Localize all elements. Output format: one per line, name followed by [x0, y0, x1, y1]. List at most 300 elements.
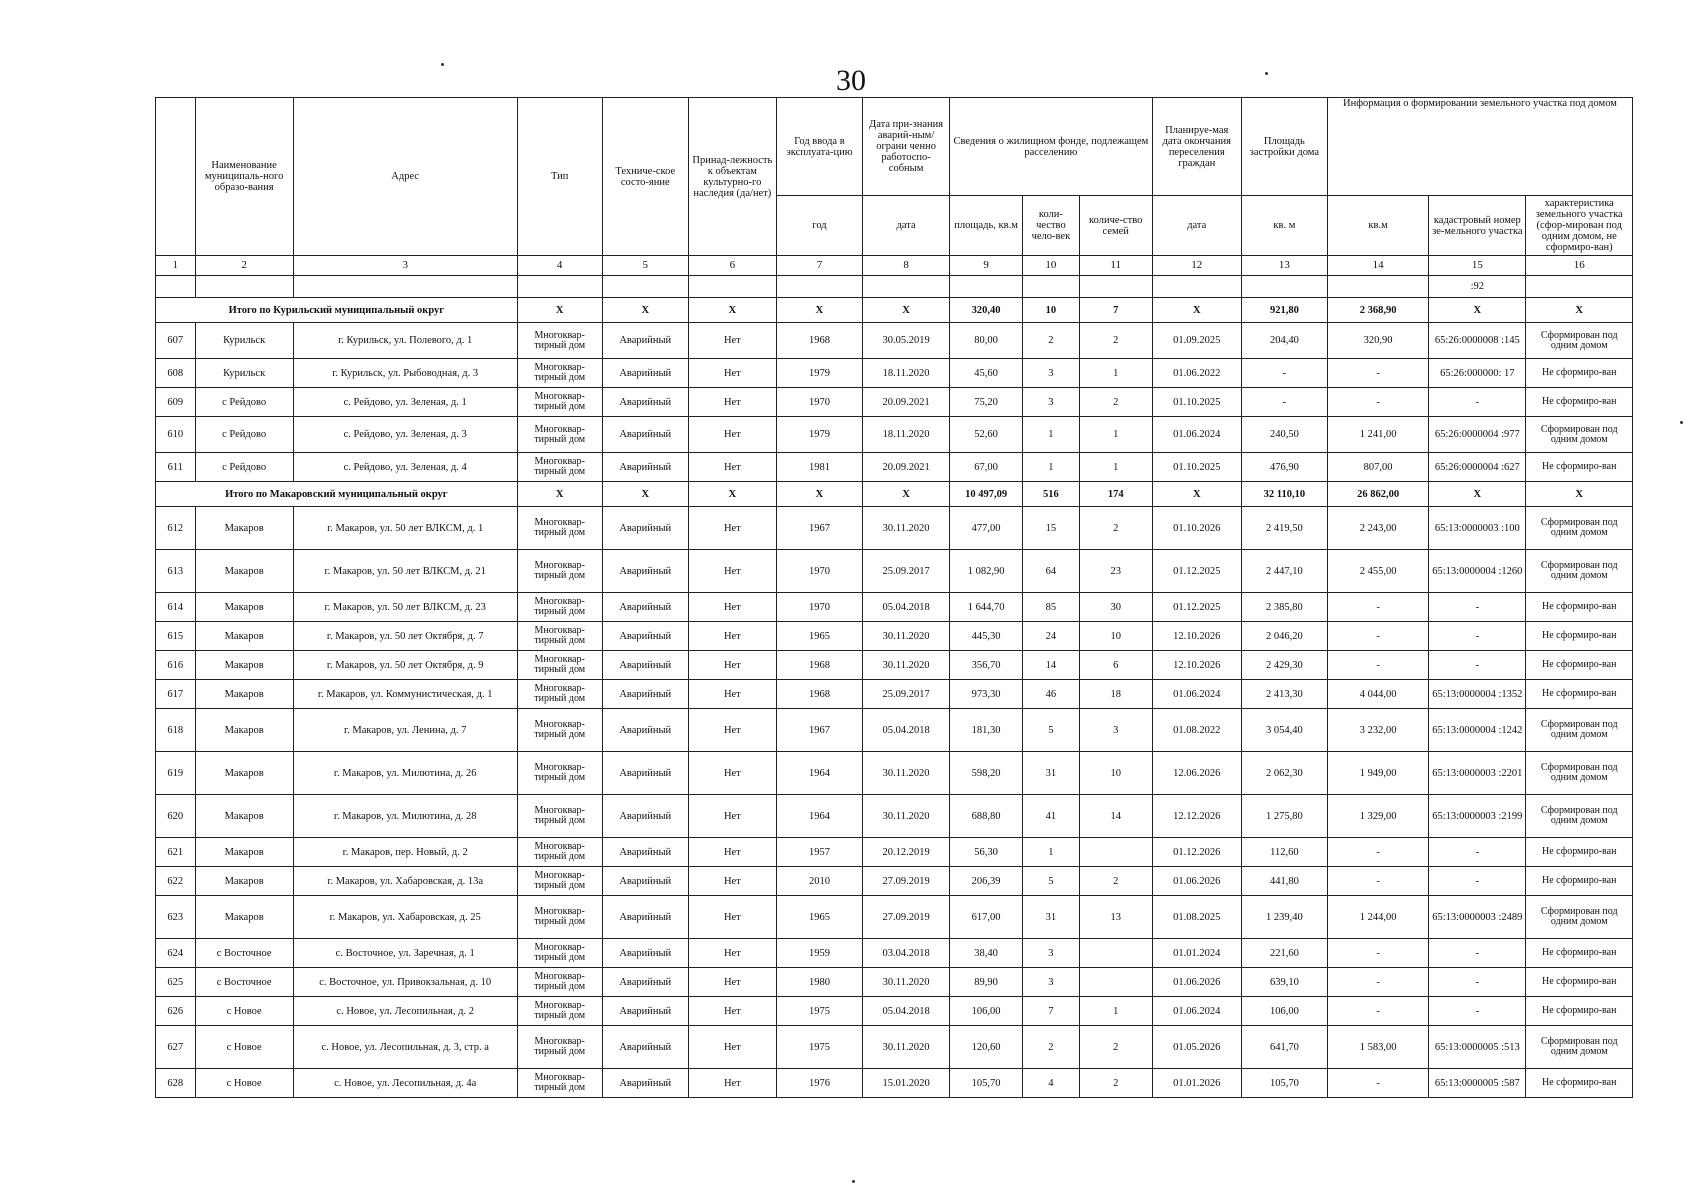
area-cell: 105,70 — [950, 1069, 1023, 1098]
land-area-cell: - — [1327, 651, 1428, 680]
building-area-cell: 221,60 — [1241, 939, 1327, 968]
families-cell: 18 — [1079, 680, 1152, 709]
planned-date-cell: 01.06.2024 — [1152, 417, 1241, 453]
type-cell: Многоквар-тирный дом — [517, 323, 602, 359]
table-row — [156, 359, 1633, 388]
address-cell: г. Макаров, пер. Новый, д. 2 — [293, 838, 517, 867]
emergency-date-cell: 27.09.2019 — [863, 896, 950, 939]
families-cell: 10 — [1079, 752, 1152, 795]
municipality-cell: с Рейдово — [195, 453, 293, 482]
people-cell: 46 — [1023, 680, 1080, 709]
header-address: Адрес — [293, 98, 517, 256]
land-area-cell: 4 044,00 — [1327, 680, 1428, 709]
emergency-date-cell: 18.11.2020 — [863, 359, 950, 388]
planned-date-cell: 01.06.2022 — [1152, 359, 1241, 388]
year-cell: 1976 — [776, 1069, 862, 1098]
header-land-characteristic: характеристика земельного участка (сфор-мирован под одним домом, не сформиро-ван) — [1526, 196, 1633, 256]
families-cell: 2 — [1079, 867, 1152, 896]
header-commission-year: Год ввода в эксплуата-цию — [776, 98, 862, 196]
row-number: 625 — [156, 968, 196, 997]
heritage-cell: Нет — [688, 709, 776, 752]
year-cell: 1965 — [776, 622, 862, 651]
table-row — [156, 680, 1633, 709]
families-cell: 1 — [1079, 359, 1152, 388]
column-number: 4 — [517, 256, 602, 276]
land-area-cell: - — [1327, 388, 1428, 417]
building-area-cell: 1 239,40 — [1241, 896, 1327, 939]
municipality-cell: Макаров — [195, 593, 293, 622]
header-tech-state: Техниче-ское состо-яние — [602, 98, 688, 256]
row-number: 612 — [156, 507, 196, 550]
people-cell: 24 — [1023, 622, 1080, 651]
year-cell: 1967 — [776, 507, 862, 550]
cadastral-cell: 65:13:0000004 :1260 — [1429, 550, 1526, 593]
tech-state-cell: Аварийный — [602, 622, 688, 651]
total-label: Итого по Макаровский муниципальный округ — [156, 482, 518, 507]
total-cell-c15: X — [1429, 298, 1526, 323]
people-cell: 14 — [1023, 651, 1080, 680]
header-sub-land-sqm: кв.м — [1327, 196, 1428, 256]
emergency-date-cell: 30.05.2019 — [863, 323, 950, 359]
area-cell: 89,90 — [950, 968, 1023, 997]
planned-date-cell: 01.08.2022 — [1152, 709, 1241, 752]
building-area-cell: 639,10 — [1241, 968, 1327, 997]
municipality-cell: Макаров — [195, 838, 293, 867]
row-number: 621 — [156, 838, 196, 867]
land-status-cell: Сформирован под одним домом — [1526, 896, 1633, 939]
table-row — [156, 550, 1633, 593]
column-number: 13 — [1241, 256, 1327, 276]
year-cell: 1957 — [776, 838, 862, 867]
total-cell-c11: 7 — [1079, 298, 1152, 323]
tech-state-cell: Аварийный — [602, 896, 688, 939]
land-area-cell: 2 243,00 — [1327, 507, 1428, 550]
total-row — [156, 298, 1633, 323]
building-area-cell: 1 275,80 — [1241, 795, 1327, 838]
heritage-cell: Нет — [688, 507, 776, 550]
tech-state-cell: Аварийный — [602, 651, 688, 680]
tech-state-cell: Аварийный — [602, 867, 688, 896]
row-number: 616 — [156, 651, 196, 680]
land-status-cell: Сформирован под одним домом — [1526, 507, 1633, 550]
row-number: 620 — [156, 795, 196, 838]
header-sub-sqm: кв. м — [1241, 196, 1327, 256]
table-row — [156, 867, 1633, 896]
year-cell: 1979 — [776, 417, 862, 453]
municipality-cell: Макаров — [195, 622, 293, 651]
tech-state-cell: Аварийный — [602, 550, 688, 593]
land-area-cell: - — [1327, 359, 1428, 388]
total-cell-c12: X — [1152, 482, 1241, 507]
row-number: 618 — [156, 709, 196, 752]
total-cell-c5: X — [602, 298, 688, 323]
emergency-date-cell: 30.11.2020 — [863, 622, 950, 651]
land-area-cell: 1 241,00 — [1327, 417, 1428, 453]
families-cell: 6 — [1079, 651, 1152, 680]
families-cell — [1079, 939, 1152, 968]
land-status-cell: Не сформиро-ван — [1526, 680, 1633, 709]
area-cell: 617,00 — [950, 896, 1023, 939]
families-cell: 1 — [1079, 453, 1152, 482]
address-cell: г. Макаров, ул. 50 лет ВЛКСМ, д. 23 — [293, 593, 517, 622]
heritage-cell: Нет — [688, 417, 776, 453]
column-number: 7 — [776, 256, 862, 276]
area-cell: 67,00 — [950, 453, 1023, 482]
emergency-date-cell: 27.09.2019 — [863, 867, 950, 896]
land-area-cell: 1 949,00 — [1327, 752, 1428, 795]
column-number: 3 — [293, 256, 517, 276]
area-cell: 1 082,90 — [950, 550, 1023, 593]
building-area-cell: 2 413,30 — [1241, 680, 1327, 709]
tech-state-cell: Аварийный — [602, 752, 688, 795]
area-cell: 80,00 — [950, 323, 1023, 359]
table-row — [156, 795, 1633, 838]
total-cell-c13: 921,80 — [1241, 298, 1327, 323]
cadastral-cell: - — [1429, 593, 1526, 622]
cadastral-cell: 65:26:0000004 :977 — [1429, 417, 1526, 453]
heritage-cell: Нет — [688, 968, 776, 997]
row-number: 624 — [156, 939, 196, 968]
total-cell-c9: 320,40 — [950, 298, 1023, 323]
year-cell: 1975 — [776, 997, 862, 1026]
area-cell: 1 644,70 — [950, 593, 1023, 622]
land-area-cell: 3 232,00 — [1327, 709, 1428, 752]
total-cell-c12: X — [1152, 298, 1241, 323]
header-land-info: Информация о формировании земельного участка под домом — [1327, 98, 1632, 196]
header-cadastral: кадастровый номер зе-мельного участка — [1429, 196, 1526, 256]
emergency-date-cell: 25.09.2017 — [863, 680, 950, 709]
table-row — [156, 1069, 1633, 1098]
people-cell: 31 — [1023, 752, 1080, 795]
land-area-cell: - — [1327, 997, 1428, 1026]
people-cell: 5 — [1023, 867, 1080, 896]
people-cell: 2 — [1023, 323, 1080, 359]
tech-state-cell: Аварийный — [602, 323, 688, 359]
column-number: 9 — [950, 256, 1023, 276]
planned-date-cell: 01.05.2026 — [1152, 1026, 1241, 1069]
row-number: 619 — [156, 752, 196, 795]
empty-cell — [1023, 276, 1080, 298]
empty-cell — [156, 276, 196, 298]
table-row — [156, 507, 1633, 550]
land-status-cell: Не сформиро-ван — [1526, 622, 1633, 651]
year-cell: 1968 — [776, 323, 862, 359]
building-area-cell: 112,60 — [1241, 838, 1327, 867]
type-cell: Многоквар-тирный дом — [517, 453, 602, 482]
people-cell: 4 — [1023, 1069, 1080, 1098]
tech-state-cell: Аварийный — [602, 417, 688, 453]
column-number: 8 — [863, 256, 950, 276]
land-area-cell: - — [1327, 939, 1428, 968]
planned-date-cell: 01.12.2025 — [1152, 550, 1241, 593]
land-area-cell: - — [1327, 968, 1428, 997]
municipality-cell: с Новое — [195, 1026, 293, 1069]
land-status-cell: Не сформиро-ван — [1526, 997, 1633, 1026]
families-cell — [1079, 968, 1152, 997]
cadastral-cell: - — [1429, 622, 1526, 651]
emergency-date-cell: 30.11.2020 — [863, 752, 950, 795]
municipality-cell: с Новое — [195, 997, 293, 1026]
heritage-cell: Нет — [688, 550, 776, 593]
table-row — [156, 968, 1633, 997]
building-area-cell: 3 054,40 — [1241, 709, 1327, 752]
heritage-cell: Нет — [688, 838, 776, 867]
address-cell: г. Макаров, ул. 50 лет Октября, д. 7 — [293, 622, 517, 651]
total-cell-c10: 516 — [1023, 482, 1080, 507]
table-row — [156, 593, 1633, 622]
table-row — [156, 939, 1633, 968]
cadastral-cell: 65:26:0000008 :145 — [1429, 323, 1526, 359]
emergency-date-cell: 18.11.2020 — [863, 417, 950, 453]
cadastral-cell: - — [1429, 838, 1526, 867]
land-area-cell: 320,90 — [1327, 323, 1428, 359]
building-area-cell: 2 429,30 — [1241, 651, 1327, 680]
header-type: Тип — [517, 98, 602, 256]
total-cell-c7: X — [776, 482, 862, 507]
municipality-cell: с Новое — [195, 1069, 293, 1098]
cadastral-cell: 65:13:0000005 :587 — [1429, 1069, 1526, 1098]
tech-state-cell: Аварийный — [602, 388, 688, 417]
row-number: 623 — [156, 896, 196, 939]
type-cell: Многоквар-тирный дом — [517, 968, 602, 997]
year-cell: 1968 — [776, 680, 862, 709]
empty-cell — [195, 276, 293, 298]
year-cell: 1967 — [776, 709, 862, 752]
row-number: 614 — [156, 593, 196, 622]
table-row — [156, 709, 1633, 752]
type-cell: Многоквар-тирный дом — [517, 507, 602, 550]
building-area-cell: 105,70 — [1241, 1069, 1327, 1098]
cadastral-cell: - — [1429, 997, 1526, 1026]
planned-date-cell: 01.12.2025 — [1152, 593, 1241, 622]
land-status-cell: Не сформиро-ван — [1526, 388, 1633, 417]
building-area-cell: 240,50 — [1241, 417, 1327, 453]
land-status-cell: Сформирован под одним домом — [1526, 550, 1633, 593]
type-cell: Многоквар-тирный дом — [517, 795, 602, 838]
header-row — [156, 98, 1633, 196]
land-status-cell: Сформирован под одним домом — [1526, 795, 1633, 838]
emergency-date-cell: 30.11.2020 — [863, 651, 950, 680]
building-area-cell: 2 062,30 — [1241, 752, 1327, 795]
people-cell: 41 — [1023, 795, 1080, 838]
row-number: 611 — [156, 453, 196, 482]
row-number: 609 — [156, 388, 196, 417]
emergency-date-cell: 20.12.2019 — [863, 838, 950, 867]
people-cell: 64 — [1023, 550, 1080, 593]
cadastral-cell: - — [1429, 867, 1526, 896]
planned-date-cell: 01.08.2025 — [1152, 896, 1241, 939]
header-sub-families: количе-ство семей — [1079, 196, 1152, 256]
emergency-date-cell: 05.04.2018 — [863, 709, 950, 752]
address-cell: г. Макаров, ул. 50 лет ВЛКСМ, д. 1 — [293, 507, 517, 550]
area-cell: 52,60 — [950, 417, 1023, 453]
cadastral-cell: 65:13:0000003 :2201 — [1429, 752, 1526, 795]
empty-cell — [950, 276, 1023, 298]
people-cell: 1 — [1023, 417, 1080, 453]
building-area-cell: - — [1241, 359, 1327, 388]
heritage-cell: Нет — [688, 680, 776, 709]
column-number: 11 — [1079, 256, 1152, 276]
families-cell: 30 — [1079, 593, 1152, 622]
planned-date-cell: 01.12.2026 — [1152, 838, 1241, 867]
families-cell: 2 — [1079, 507, 1152, 550]
cadastral-fragment: :92 — [1429, 276, 1526, 298]
land-status-cell: Не сформиро-ван — [1526, 968, 1633, 997]
planned-date-cell: 01.09.2025 — [1152, 323, 1241, 359]
cadastral-cell: 65:13:0000004 :1352 — [1429, 680, 1526, 709]
header-emergency-date: Дата при-знания аварий-ным/ограни ченно работоспо-собным — [863, 98, 950, 196]
column-number: 15 — [1429, 256, 1526, 276]
year-cell: 1959 — [776, 939, 862, 968]
building-area-cell: 441,80 — [1241, 867, 1327, 896]
table-row — [156, 622, 1633, 651]
empty-cell — [688, 276, 776, 298]
year-cell: 2010 — [776, 867, 862, 896]
empty-cell — [1241, 276, 1327, 298]
tech-state-cell: Аварийный — [602, 359, 688, 388]
year-cell: 1981 — [776, 453, 862, 482]
area-cell: 181,30 — [950, 709, 1023, 752]
type-cell: Многоквар-тирный дом — [517, 593, 602, 622]
address-cell: г. Макаров, ул. Хабаровская, д. 13а — [293, 867, 517, 896]
type-cell: Многоквар-тирный дом — [517, 359, 602, 388]
municipality-cell: Макаров — [195, 752, 293, 795]
families-cell: 2 — [1079, 1069, 1152, 1098]
heritage-cell: Нет — [688, 622, 776, 651]
year-cell: 1970 — [776, 593, 862, 622]
row-number: 627 — [156, 1026, 196, 1069]
land-status-cell: Сформирован под одним домом — [1526, 709, 1633, 752]
heritage-cell: Нет — [688, 1069, 776, 1098]
area-cell: 120,60 — [950, 1026, 1023, 1069]
area-cell: 45,60 — [950, 359, 1023, 388]
area-cell: 106,00 — [950, 997, 1023, 1026]
total-cell-c16: X — [1526, 482, 1633, 507]
area-cell: 688,80 — [950, 795, 1023, 838]
area-cell: 38,40 — [950, 939, 1023, 968]
header-sub-planned-date: дата — [1152, 196, 1241, 256]
column-number: 2 — [195, 256, 293, 276]
land-status-cell: Не сформиро-ван — [1526, 651, 1633, 680]
year-cell: 1964 — [776, 795, 862, 838]
header-housing-info: Сведения о жилищном фонде, подлежащем расселению — [950, 98, 1153, 196]
heritage-cell: Нет — [688, 795, 776, 838]
planned-date-cell: 01.10.2025 — [1152, 453, 1241, 482]
address-cell: с. Восточное, ул. Привокзальная, д. 10 — [293, 968, 517, 997]
land-status-cell: Не сформиро-ван — [1526, 359, 1633, 388]
tech-state-cell: Аварийный — [602, 453, 688, 482]
column-number: 6 — [688, 256, 776, 276]
building-area-cell: 476,90 — [1241, 453, 1327, 482]
year-cell: 1970 — [776, 388, 862, 417]
land-area-cell: - — [1327, 622, 1428, 651]
families-cell: 10 — [1079, 622, 1152, 651]
table-row — [156, 896, 1633, 939]
total-cell-c8: X — [863, 482, 950, 507]
people-cell: 2 — [1023, 1026, 1080, 1069]
planned-date-cell: 01.06.2026 — [1152, 867, 1241, 896]
type-cell: Многоквар-тирный дом — [517, 417, 602, 453]
tech-state-cell: Аварийный — [602, 795, 688, 838]
heritage-cell: Нет — [688, 323, 776, 359]
municipality-cell: с Рейдово — [195, 417, 293, 453]
heritage-cell: Нет — [688, 651, 776, 680]
cadastral-cell: 65:13:0000005 :513 — [1429, 1026, 1526, 1069]
building-area-cell: 2 447,10 — [1241, 550, 1327, 593]
year-cell: 1970 — [776, 550, 862, 593]
tech-state-cell: Аварийный — [602, 1026, 688, 1069]
municipality-cell: Макаров — [195, 651, 293, 680]
table-row — [156, 453, 1633, 482]
land-status-cell: Не сформиро-ван — [1526, 838, 1633, 867]
address-cell: г. Макаров, ул. Милютина, д. 28 — [293, 795, 517, 838]
empty-cell — [1152, 276, 1241, 298]
emergency-date-cell: 25.09.2017 — [863, 550, 950, 593]
municipality-cell: с Восточное — [195, 939, 293, 968]
type-cell: Многоквар-тирный дом — [517, 680, 602, 709]
address-cell: с. Новое, ул. Лесопильная, д. 4а — [293, 1069, 517, 1098]
heritage-cell: Нет — [688, 997, 776, 1026]
year-cell: 1968 — [776, 651, 862, 680]
area-cell: 356,70 — [950, 651, 1023, 680]
empty-cell — [863, 276, 950, 298]
municipality-cell: с Рейдово — [195, 388, 293, 417]
emergency-date-cell: 30.11.2020 — [863, 795, 950, 838]
families-cell: 14 — [1079, 795, 1152, 838]
area-cell: 598,20 — [950, 752, 1023, 795]
total-cell-c14: 26 862,00 — [1327, 482, 1428, 507]
type-cell: Многоквар-тирный дом — [517, 1069, 602, 1098]
total-label: Итого по Курильский муниципальный округ — [156, 298, 518, 323]
tech-state-cell: Аварийный — [602, 968, 688, 997]
land-status-cell: Не сформиро-ван — [1526, 453, 1633, 482]
total-cell-c10: 10 — [1023, 298, 1080, 323]
table-row — [156, 1026, 1633, 1069]
year-cell: 1965 — [776, 896, 862, 939]
emergency-date-cell: 20.09.2021 — [863, 453, 950, 482]
type-cell: Многоквар-тирный дом — [517, 709, 602, 752]
address-cell: с. Рейдово, ул. Зеленая, д. 4 — [293, 453, 517, 482]
address-cell: г. Макаров, ул. 50 лет ВЛКСМ, д. 21 — [293, 550, 517, 593]
resettlement-table — [155, 97, 1633, 1098]
families-cell: 13 — [1079, 896, 1152, 939]
row-number: 610 — [156, 417, 196, 453]
column-number: 10 — [1023, 256, 1080, 276]
table-row — [156, 417, 1633, 453]
year-cell: 1979 — [776, 359, 862, 388]
land-area-cell: - — [1327, 1069, 1428, 1098]
heritage-cell: Нет — [688, 1026, 776, 1069]
heritage-cell: Нет — [688, 752, 776, 795]
type-cell: Многоквар-тирный дом — [517, 388, 602, 417]
land-area-cell: 1 583,00 — [1327, 1026, 1428, 1069]
cadastral-cell: - — [1429, 388, 1526, 417]
families-cell: 1 — [1079, 417, 1152, 453]
municipality-cell: Макаров — [195, 867, 293, 896]
planned-date-cell: 12.10.2026 — [1152, 651, 1241, 680]
municipality-cell: Макаров — [195, 795, 293, 838]
planned-date-cell: 01.01.2026 — [1152, 1069, 1241, 1098]
table-row — [156, 997, 1633, 1026]
cadastral-cell: - — [1429, 968, 1526, 997]
empty-cell — [1327, 276, 1428, 298]
type-cell: Многоквар-тирный дом — [517, 867, 602, 896]
header-municipality: Наименование муниципаль-ного образо-вания — [195, 98, 293, 256]
address-cell: г. Курильск, ул. Полевого, д. 1 — [293, 323, 517, 359]
land-status-cell: Не сформиро-ван — [1526, 939, 1633, 968]
type-cell: Многоквар-тирный дом — [517, 752, 602, 795]
planned-date-cell: 01.06.2026 — [1152, 968, 1241, 997]
